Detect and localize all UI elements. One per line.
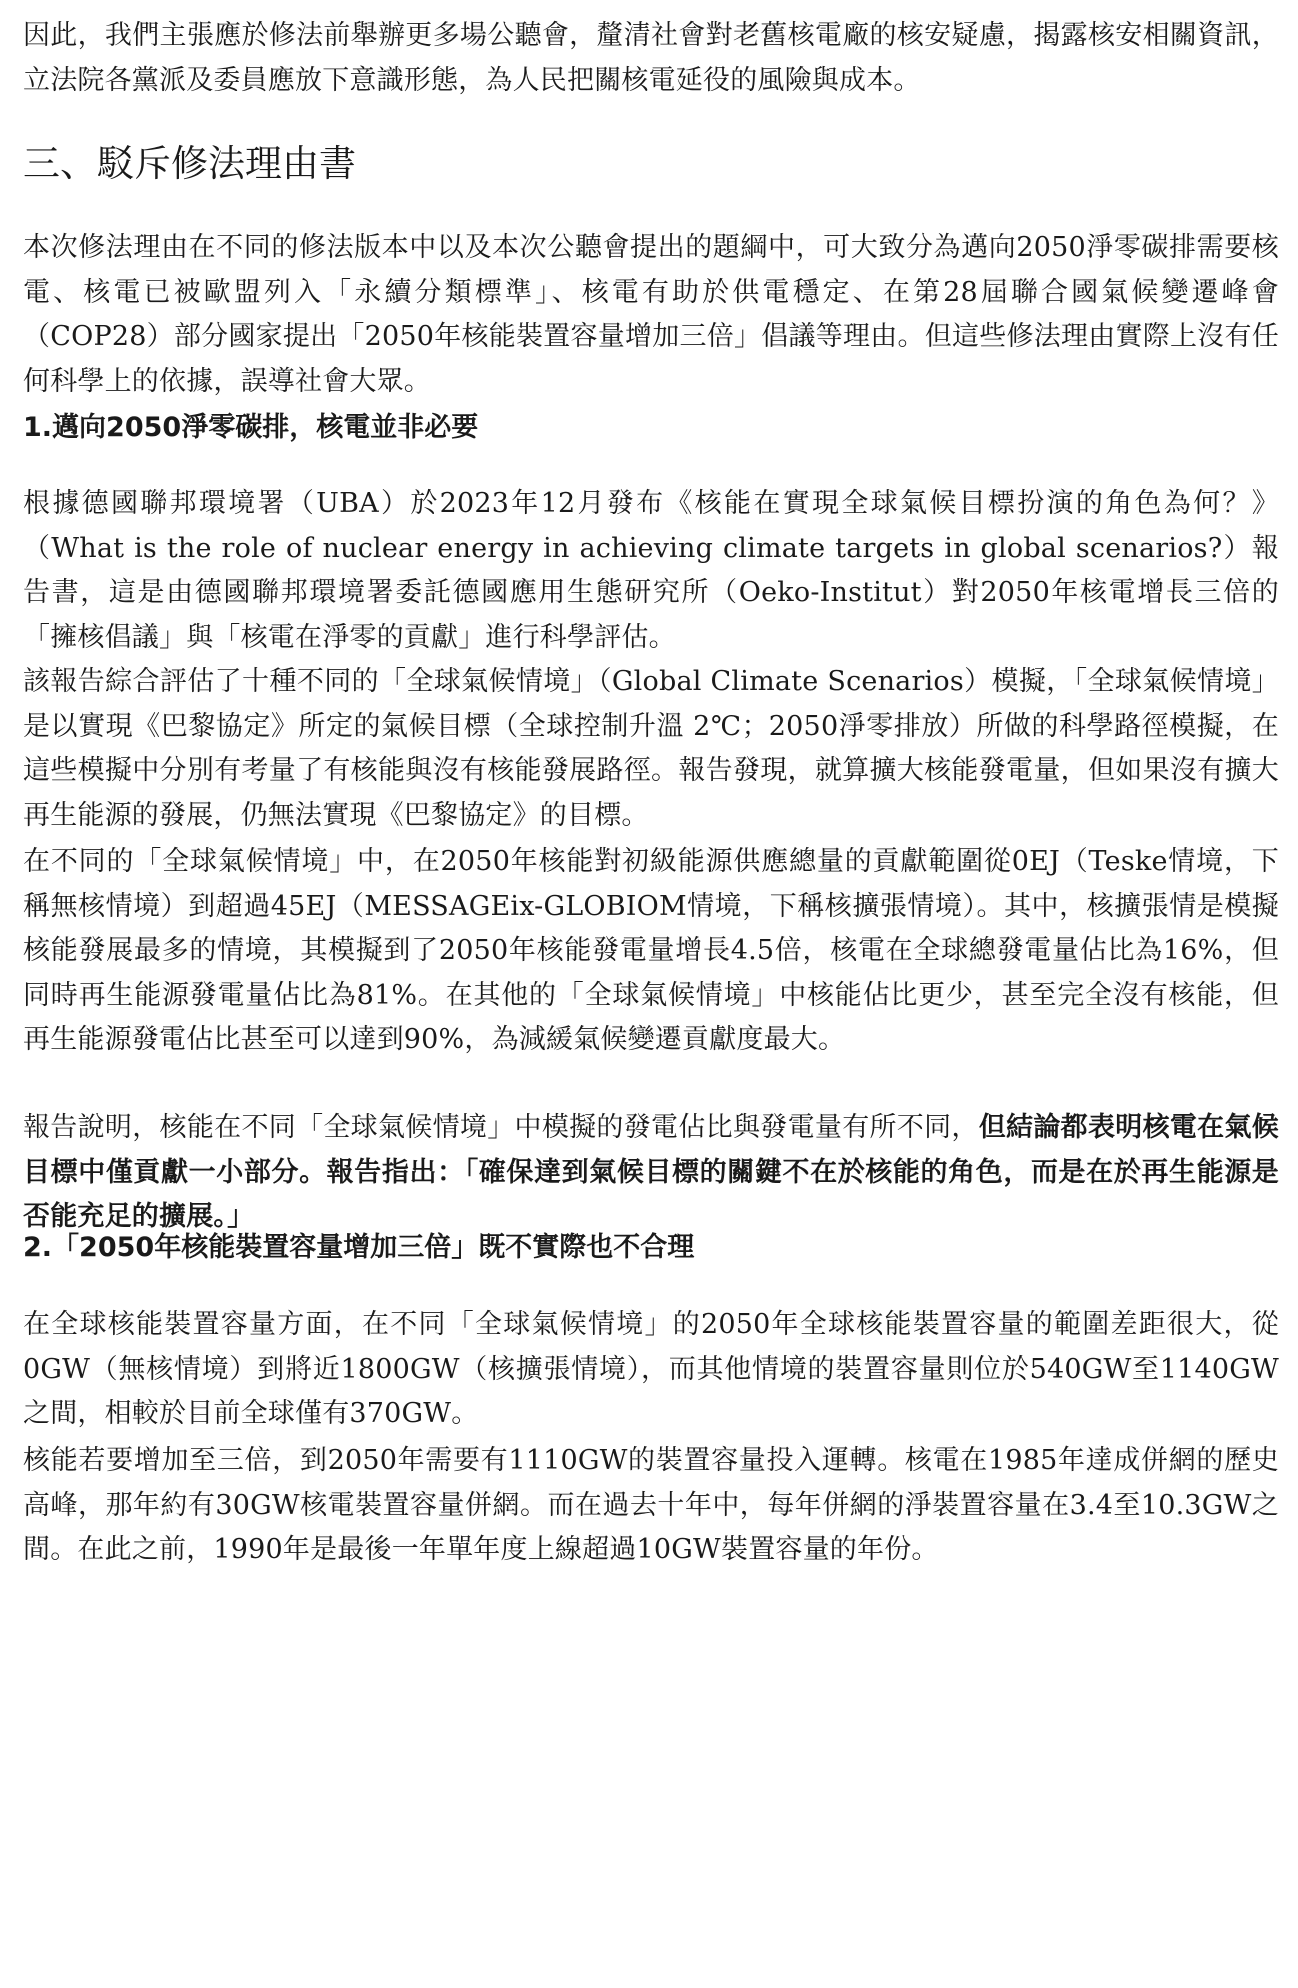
paragraph-capacity: 在全球核能裝置容量方面，在不同「全球氣候情境」的2050年全球核能裝置容量的範圍差距很大，從0GW（無核情境）到將近1800GW（核擴張情境），而其他情境的裝置容量則位於540GW至1140GW之間，相較於目前全球僅有370GW。 <box>23 1309 1279 1429</box>
paragraph-scenarios: 該報告綜合評估了十種不同的「全球氣候情境」（Global Climate Scenarios）模擬，「全球氣候情境」是以實現《巴黎協定》所定的氣候目標（全球控制升溫 2℃；2050淨零排放）所做的科學路徑模擬，在這些模擬中分別有考量了有核能與沒有核能發展路徑。報告發現，就算擴大核能發電量，但如果沒有擴大再生能源的發展，仍無法實現《巴黎協定》的目標。 <box>23 666 1279 831</box>
paragraph-contribution: 在不同的「全球氣候情境」中，在2050年核能對初級能源供應總量的貢獻範圍從0EJ（Teske情境，下稱無核情境）到超過45EJ（MESSAGEix-GLOBIOM情境，下稱核擴張情境）。其中，核擴張情是模擬核能發展最多的情境，其模擬到了2050年核能發電量增長4.5倍，核電在全球總發電量佔比為16%，但同時再生能源發電量佔比為81%。在其他的「全球氣候情境」中核能佔比更少，甚至完全沒有核能，但再生能源發電佔比甚至可以達到90%，為減緩氣候變遷貢獻度最大。 <box>23 846 1279 1055</box>
conclusion-plain-text: 報告說明，核能在不同「全球氣候情境」中模擬的發電佔比與發電量有所不同， <box>23 1112 979 1143</box>
paragraph-conclusion <box>23 1106 1279 1240</box>
conclusion-bold-text: 但結論都表明核電在氣候目標中僅貢獻一小部分。報告指出：「確保達到氣候目標的關鍵不在於核能的角色，而是在於再生能源是否能充足的擴展。」 <box>23 1112 1280 1232</box>
paragraph-uba-report: 根據德國聯邦環境署（UBA）於2023年12月發布《核能在實現全球氣候目標扮演的角色為何？》（What is the role of nuclear energy in achieving climate targets in global scenarios?）報告書，這是由德國聯邦環境署委託德國應用生態研究所（Oeko-Institut）對2050年核電增長三倍的「擁核倡議」與「核電在淨零的貢獻」進行科學評估。 <box>23 488 1279 653</box>
subheading-2: 2.「2050年核能裝置容量增加三倍」既不實際也不合理 <box>23 1232 695 1263</box>
paragraph-tripling: 核能若要增加至三倍，到2050年需要有1110GW的裝置容量投入運轉。核電在1985年達成併網的歷史高峰，那年約有30GW核電裝置容量併網。而在過去十年中，每年併網的淨裝置容量在3.4至10.3GW之間。在此之前，1990年是最後一年單年度上線超過10GW裝置容量的年份。 <box>23 1445 1279 1565</box>
paragraph-section3-intro: 本次修法理由在不同的修法版本中以及本次公聽會提出的題綱中，可大致分為邁向2050淨零碳排需要核電、核電已被歐盟列入「永續分類標準」、核電有助於供電穩定、在第28屆聯合國氣候變遷峰會（COP28）部分國家提出「2050年核能裝置容量增加三倍」倡議等理由。但這些修法理由實際上沒有任何科學上的依據，誤導社會大眾。 <box>23 232 1279 397</box>
subheading-1: 1.邁向2050淨零碳排，核電並非必要 <box>23 412 479 443</box>
section-heading-3: 三、駁斥修法理由書 <box>23 142 356 185</box>
paragraph-intro: 因此，我們主張應於修法前舉辦更多場公聽會，釐清社會對老舊核電廠的核安疑慮，揭露核安相關資訊，立法院各黨派及委員應放下意識形態，為人民把關核電延役的風險與成本。 <box>23 20 1279 96</box>
